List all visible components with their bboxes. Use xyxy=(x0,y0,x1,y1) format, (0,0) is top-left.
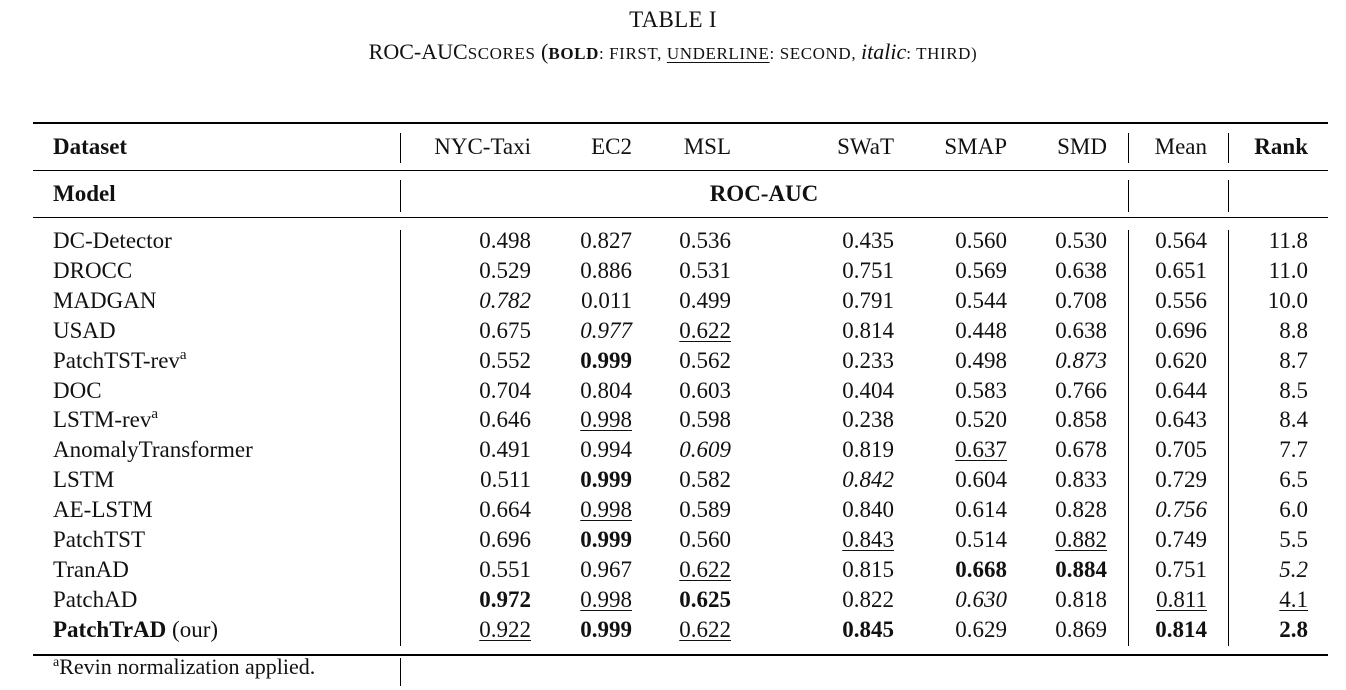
value: 11.8 xyxy=(1268,228,1308,253)
value: 0.999 xyxy=(580,348,632,373)
value-cell-swat xyxy=(842,615,894,645)
value-cell-rank xyxy=(1269,226,1308,256)
value: 0.814 xyxy=(842,318,894,343)
value-cell-nyc-taxi xyxy=(479,495,531,525)
value-cell-smap xyxy=(955,405,1007,435)
value-cell-mean xyxy=(1155,435,1207,465)
value: 0.833 xyxy=(1055,467,1107,492)
model-name-cell xyxy=(53,525,145,555)
value-cell-smd xyxy=(1055,555,1107,585)
table-subtitle xyxy=(0,39,1346,65)
value: 0.552 xyxy=(479,348,531,373)
model-name-cell xyxy=(53,465,114,495)
value-cell-rank xyxy=(1268,286,1308,316)
value-cell-nyc-taxi xyxy=(479,346,531,376)
value: 0.751 xyxy=(842,258,894,283)
value-cell-smap xyxy=(955,555,1007,585)
value-cell-nyc-taxi xyxy=(479,316,531,346)
value: 0.884 xyxy=(1055,557,1107,582)
value-cell-ec2 xyxy=(580,346,632,376)
model-name: DROCC xyxy=(53,258,133,283)
value: 0.675 xyxy=(479,318,531,343)
value-cell-msl xyxy=(679,615,731,645)
value-cell-mean xyxy=(1155,226,1207,256)
value: 0.705 xyxy=(1155,437,1207,462)
model-name-cell xyxy=(53,256,132,286)
model-column-divider xyxy=(400,133,401,163)
value-cell-rank xyxy=(1269,256,1308,286)
value: 0.589 xyxy=(679,497,731,522)
value-cell-msl xyxy=(679,316,731,346)
value-cell-mean xyxy=(1155,346,1207,376)
value: 2.8 xyxy=(1279,617,1308,642)
value-cell-smd xyxy=(1055,525,1107,555)
model-name: AE-LSTM xyxy=(53,497,153,522)
value: 0.609 xyxy=(679,437,731,462)
value-cell-nyc-taxi xyxy=(479,256,531,286)
value-cell-rank xyxy=(1279,495,1308,525)
value: 0.604 xyxy=(955,467,1007,492)
value-cell-swat xyxy=(842,346,894,376)
mean-column-divider xyxy=(1128,230,1129,646)
model-name: AnomalyTransformer xyxy=(53,437,253,462)
value-cell-mean xyxy=(1155,316,1207,346)
value: 0.791 xyxy=(842,288,894,313)
metric-header: ROC-AUC xyxy=(709,181,819,206)
value-cell-mean xyxy=(1155,405,1207,435)
value: 0.749 xyxy=(1155,527,1207,552)
value-cell-mean xyxy=(1155,495,1207,525)
value: 0.696 xyxy=(1155,318,1207,343)
value-cell-smd xyxy=(1055,286,1107,316)
value: 10.0 xyxy=(1267,288,1308,313)
value: 0.622 xyxy=(679,557,731,582)
value-cell-swat xyxy=(842,555,894,585)
value: 0.238 xyxy=(842,407,894,432)
value: 0.998 xyxy=(580,497,632,522)
value: 0.804 xyxy=(580,378,632,403)
value-cell-rank xyxy=(1279,585,1308,615)
value: 6.5 xyxy=(1279,467,1308,492)
value: 0.998 xyxy=(580,407,632,432)
value: 0.583 xyxy=(955,378,1007,403)
value: 0.603 xyxy=(679,378,731,403)
model-column-divider xyxy=(400,180,401,212)
value: 0.651 xyxy=(1155,258,1207,283)
value: 0.998 xyxy=(580,587,632,612)
value: 0.840 xyxy=(842,497,894,522)
value-cell-swat xyxy=(842,435,894,465)
value: 8.7 xyxy=(1279,348,1308,373)
value: 0.499 xyxy=(679,288,731,313)
top-rule xyxy=(33,122,1328,124)
header-rule xyxy=(33,170,1328,171)
value-cell-msl xyxy=(679,256,731,286)
value: 0.814 xyxy=(1155,617,1207,642)
value-cell-nyc-taxi xyxy=(479,555,531,585)
value: 0.620 xyxy=(1155,348,1207,373)
value: 4.1 xyxy=(1279,587,1308,612)
value-cell-smd xyxy=(1055,465,1107,495)
value-cell-nyc-taxi xyxy=(479,286,531,316)
value: 0.967 xyxy=(580,557,632,582)
value: 0.625 xyxy=(679,587,731,612)
value-cell-mean xyxy=(1155,286,1207,316)
value: 0.811 xyxy=(1156,587,1207,612)
value: 0.622 xyxy=(679,318,731,343)
value: 0.977 xyxy=(580,318,632,343)
value: 0.999 xyxy=(580,527,632,552)
value: 0.766 xyxy=(1055,378,1107,403)
value-cell-smd xyxy=(1055,585,1107,615)
value: 0.999 xyxy=(580,617,632,642)
value: 0.815 xyxy=(842,557,894,582)
value: 0.668 xyxy=(955,557,1007,582)
value: 0.873 xyxy=(1055,348,1107,373)
model-name: PatchTST xyxy=(53,527,145,552)
model-name: DOC xyxy=(53,378,102,403)
value: 0.886 xyxy=(580,258,632,283)
value: 0.828 xyxy=(1055,497,1107,522)
value: 0.560 xyxy=(955,228,1007,253)
model-name: LSTM xyxy=(53,467,115,492)
value: 0.922 xyxy=(479,617,531,642)
model-name-cell xyxy=(53,555,129,585)
value: 0.598 xyxy=(679,407,731,432)
model-footnote-mark: a xyxy=(179,347,187,363)
value-cell-msl xyxy=(679,376,731,406)
value-cell-ec2 xyxy=(580,555,632,585)
value: 6.0 xyxy=(1279,497,1308,522)
model-name: TranAD xyxy=(53,557,129,582)
dataset-header: Dataset xyxy=(53,134,128,159)
table-title: TABLE I xyxy=(629,7,717,32)
value-cell-swat xyxy=(842,316,894,346)
value: 0.569 xyxy=(955,258,1007,283)
value-cell-swat xyxy=(842,256,894,286)
model-name-cell xyxy=(53,585,137,615)
value: 0.845 xyxy=(842,617,894,642)
value-cell-msl xyxy=(679,525,731,555)
mean-column-divider xyxy=(1128,180,1129,212)
value: 0.729 xyxy=(1155,467,1207,492)
caption-open-paren: ( xyxy=(535,39,549,64)
value-cell-smap xyxy=(955,346,1007,376)
value: 0.819 xyxy=(842,437,894,462)
value: 8.5 xyxy=(1279,378,1308,403)
value-cell-nyc-taxi xyxy=(479,435,531,465)
value-cell-ec2 xyxy=(580,525,632,555)
value-cell-ec2 xyxy=(580,405,632,435)
value-cell-nyc-taxi xyxy=(479,376,531,406)
value: 0.818 xyxy=(1055,587,1107,612)
model-name: LSTM-rev xyxy=(53,407,152,432)
model-name: USAD xyxy=(53,318,116,343)
value-cell-mean xyxy=(1155,525,1207,555)
value-cell-msl xyxy=(679,346,731,376)
model-column-divider xyxy=(400,230,401,646)
value-cell-ec2 xyxy=(580,585,632,615)
value-cell-msl xyxy=(679,435,731,465)
value: 0.562 xyxy=(679,348,731,373)
value-cell-ec2 xyxy=(580,435,632,465)
value: 0.678 xyxy=(1055,437,1107,462)
value-cell-smap xyxy=(955,615,1007,645)
value: 0.858 xyxy=(1055,407,1107,432)
column-header-rank: Rank xyxy=(1254,134,1308,159)
value: 0.972 xyxy=(479,587,531,612)
value-cell-nyc-taxi xyxy=(480,465,531,495)
rank-column-divider xyxy=(1228,230,1229,646)
value-cell-smap xyxy=(955,495,1007,525)
column-header-nyc-taxi: NYC-Taxi xyxy=(434,134,531,159)
value-cell-swat xyxy=(842,525,894,555)
value: 0.491 xyxy=(479,437,531,462)
value: 0.551 xyxy=(479,557,531,582)
value-cell-smd xyxy=(1055,226,1107,256)
value: 0.011 xyxy=(581,288,632,313)
value: 0.696 xyxy=(479,527,531,552)
caption-metric: ROC-AUC xyxy=(368,39,468,64)
model-name-cell xyxy=(53,405,158,435)
model-name: MADGAN xyxy=(53,288,157,313)
value: 0.664 xyxy=(479,497,531,522)
value-cell-rank xyxy=(1279,555,1308,585)
value: 0.614 xyxy=(955,497,1007,522)
value-cell-smd xyxy=(1055,435,1107,465)
value: 0.564 xyxy=(1155,228,1207,253)
value-cell-swat xyxy=(842,495,894,525)
value-cell-ec2 xyxy=(580,376,632,406)
footnote xyxy=(53,652,315,682)
value-cell-smd xyxy=(1055,256,1107,286)
value: 0.233 xyxy=(842,348,894,373)
value: 0.869 xyxy=(1055,617,1107,642)
value-cell-smap xyxy=(955,286,1007,316)
value-cell-smd xyxy=(1055,615,1107,645)
value: 0.514 xyxy=(955,527,1007,552)
caption-first: : FIRST, xyxy=(598,44,667,63)
value: 11.0 xyxy=(1268,258,1308,283)
value: 0.498 xyxy=(479,228,531,253)
caption-scores-word: SCORES xyxy=(467,44,536,63)
value-cell-msl xyxy=(679,585,731,615)
column-header-ec2: EC2 xyxy=(591,134,632,159)
value: 0.994 xyxy=(580,437,632,462)
value: 0.843 xyxy=(842,527,894,552)
value: 0.643 xyxy=(1155,407,1207,432)
value-cell-ec2 xyxy=(581,286,632,316)
value-cell-smap xyxy=(955,435,1007,465)
model-name: DC-Detector xyxy=(53,228,172,253)
mean-column-divider xyxy=(1128,133,1129,163)
value: 0.999 xyxy=(580,467,632,492)
value-cell-rank xyxy=(1279,376,1308,406)
caption-underline-label: UNDERLINE xyxy=(666,44,770,63)
value-cell-rank xyxy=(1279,525,1308,555)
value: 0.531 xyxy=(679,258,731,283)
value-cell-ec2 xyxy=(580,495,632,525)
value-cell-mean xyxy=(1155,465,1207,495)
value-cell-msl xyxy=(679,555,731,585)
column-header-smd: SMD xyxy=(1057,134,1107,159)
value: 0.560 xyxy=(679,527,731,552)
value: 0.536 xyxy=(679,228,731,253)
model-name-cell xyxy=(53,226,172,256)
value-cell-rank xyxy=(1279,346,1308,376)
rank-column-divider xyxy=(1228,180,1229,212)
value-cell-msl xyxy=(679,286,731,316)
value: 0.530 xyxy=(1055,228,1107,253)
value-cell-smd xyxy=(1055,495,1107,525)
value: 0.520 xyxy=(955,407,1007,432)
model-name: PatchTrAD xyxy=(53,617,167,642)
value: 0.498 xyxy=(955,348,1007,373)
model-name-cell xyxy=(53,346,187,376)
column-header-mean: Mean xyxy=(1154,134,1207,159)
value-cell-swat xyxy=(842,376,894,406)
value-cell-smap xyxy=(955,376,1007,406)
value: 0.751 xyxy=(1155,557,1207,582)
value-cell-ec2 xyxy=(580,615,632,645)
value: 0.630 xyxy=(955,587,1007,612)
value-cell-smap xyxy=(955,316,1007,346)
value-cell-rank xyxy=(1279,615,1308,645)
model-name-cell xyxy=(53,286,157,316)
value-cell-nyc-taxi xyxy=(479,525,531,555)
value: 0.644 xyxy=(1155,378,1207,403)
value-cell-mean xyxy=(1155,555,1207,585)
value-cell-mean xyxy=(1155,256,1207,286)
column-header-smap: SMAP xyxy=(944,134,1007,159)
model-name: PatchTST-rev xyxy=(53,348,180,373)
value-cell-ec2 xyxy=(580,465,632,495)
value-cell-swat xyxy=(842,465,894,495)
model-name-cell xyxy=(53,495,153,525)
model-suffix: (our) xyxy=(166,617,219,642)
value-cell-swat xyxy=(842,405,894,435)
value-cell-nyc-taxi xyxy=(479,585,531,615)
value-cell-mean xyxy=(1156,585,1207,615)
value: 0.822 xyxy=(842,587,894,612)
value: 0.638 xyxy=(1055,258,1107,283)
value-cell-rank xyxy=(1279,465,1308,495)
value-cell-rank xyxy=(1279,435,1308,465)
value-cell-nyc-taxi xyxy=(479,615,531,645)
value: 0.704 xyxy=(479,378,531,403)
value-cell-nyc-taxi xyxy=(479,405,531,435)
value-cell-rank xyxy=(1279,316,1308,346)
value: 0.511 xyxy=(480,467,531,492)
footnote-mark: a xyxy=(53,655,60,670)
caption-second: : SECOND, xyxy=(769,44,862,63)
model-name-cell xyxy=(53,316,116,346)
value: 5.5 xyxy=(1279,527,1308,552)
value: 0.637 xyxy=(955,437,1007,462)
value: 0.882 xyxy=(1055,527,1107,552)
model-header: Model xyxy=(53,181,116,206)
value: 0.842 xyxy=(842,467,894,492)
value-cell-swat xyxy=(842,585,894,615)
value: 0.629 xyxy=(955,617,1007,642)
value: 5.2 xyxy=(1279,557,1308,582)
value-cell-nyc-taxi xyxy=(479,226,531,256)
value-cell-smap xyxy=(955,226,1007,256)
model-footnote-mark: a xyxy=(151,406,159,422)
value: 0.556 xyxy=(1155,288,1207,313)
value-cell-msl xyxy=(679,405,731,435)
value-cell-msl xyxy=(679,465,731,495)
column-header-msl: MSL xyxy=(683,134,731,159)
value-cell-smd xyxy=(1055,405,1107,435)
value: 0.646 xyxy=(479,407,531,432)
value: 0.529 xyxy=(479,258,531,283)
footnote-text: Revin normalization applied. xyxy=(59,654,316,679)
value: 0.435 xyxy=(842,228,894,253)
value-cell-smap xyxy=(955,256,1007,286)
value: 0.544 xyxy=(955,288,1007,313)
value: 0.622 xyxy=(679,617,731,642)
model-name-cell xyxy=(53,376,102,406)
value-cell-mean xyxy=(1155,376,1207,406)
value-cell-smd xyxy=(1055,316,1107,346)
value: 8.4 xyxy=(1279,407,1308,432)
value: 0.448 xyxy=(955,318,1007,343)
value-cell-smap xyxy=(955,585,1007,615)
rank-column-divider xyxy=(1228,133,1229,163)
value-cell-mean xyxy=(1155,615,1207,645)
value: 7.7 xyxy=(1279,437,1308,462)
model-column-divider xyxy=(400,658,401,686)
value-cell-smd xyxy=(1055,376,1107,406)
model-name-cell xyxy=(53,615,218,645)
caption-italic-label: italic xyxy=(861,39,907,64)
value-cell-msl xyxy=(679,495,731,525)
value-cell-ec2 xyxy=(580,226,632,256)
value-cell-ec2 xyxy=(580,316,632,346)
value: 0.582 xyxy=(679,467,731,492)
value-cell-swat xyxy=(842,226,894,256)
caption-bold-label: BOLD xyxy=(548,44,599,63)
value-cell-rank xyxy=(1279,405,1308,435)
value: 8.8 xyxy=(1279,318,1308,343)
value-cell-ec2 xyxy=(580,256,632,286)
value-cell-smap xyxy=(955,465,1007,495)
caption-third: : THIRD) xyxy=(906,44,978,63)
value-cell-msl xyxy=(679,226,731,256)
value: 0.782 xyxy=(479,288,531,313)
value-cell-smd xyxy=(1055,346,1107,376)
subheader-rule xyxy=(33,217,1328,218)
value: 0.756 xyxy=(1155,497,1207,522)
value: 0.827 xyxy=(580,228,632,253)
column-header-swat: SWaT xyxy=(837,134,894,159)
model-name: PatchAD xyxy=(53,587,138,612)
value: 0.638 xyxy=(1055,318,1107,343)
value: 0.708 xyxy=(1055,288,1107,313)
value-cell-swat xyxy=(842,286,894,316)
model-name-cell xyxy=(53,435,253,465)
value: 0.404 xyxy=(842,378,894,403)
value-cell-smap xyxy=(955,525,1007,555)
